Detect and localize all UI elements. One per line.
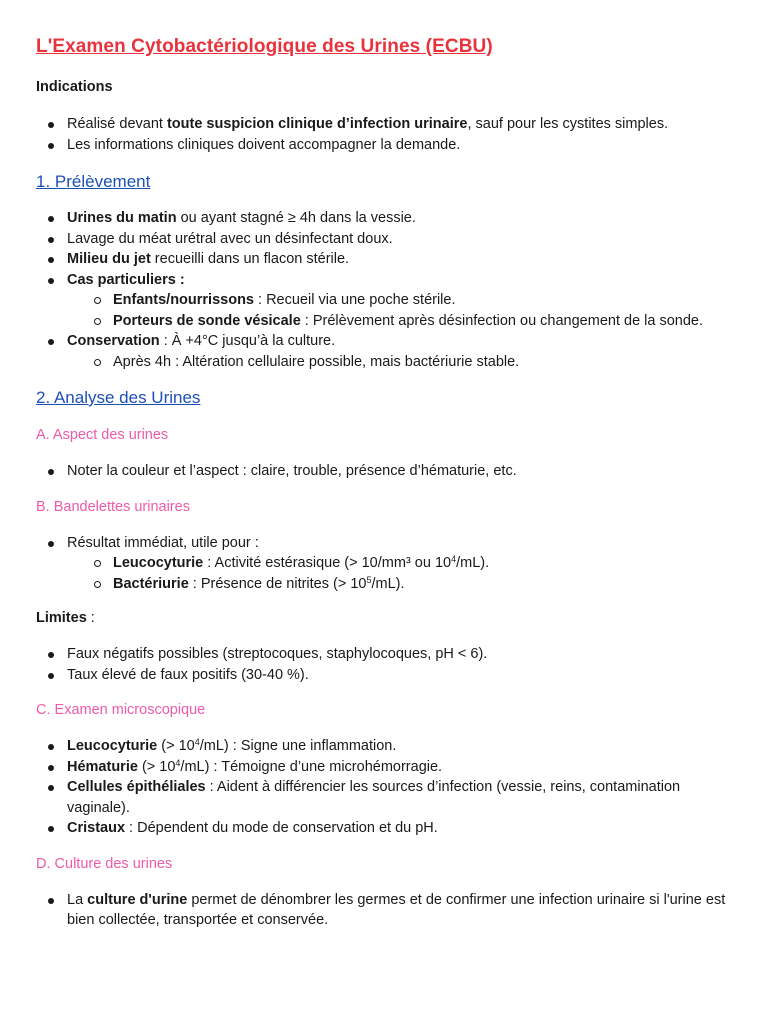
list-item bbox=[36, 135, 726, 156]
item-bold-text: Leucocyturie bbox=[67, 738, 158, 754]
document-page bbox=[36, 34, 726, 931]
limites-heading bbox=[36, 608, 726, 628]
sub-list-item bbox=[90, 290, 726, 311]
sub-list-item bbox=[90, 352, 726, 373]
item-text: Taux élevé de faux positifs (30-40 %). bbox=[67, 666, 309, 683]
list-item bbox=[36, 249, 726, 270]
list-item bbox=[36, 818, 726, 839]
item-text: : À +4°C jusqu’à la culture. bbox=[159, 333, 336, 349]
item-bold-text: Hématurie bbox=[67, 758, 138, 775]
list-item bbox=[36, 533, 726, 595]
item-bold-text: Conservation bbox=[67, 333, 160, 349]
prelevement-list bbox=[36, 208, 726, 372]
item-text: Noter la couleur et l’aspect : claire, trouble, présence d’hématurie, etc. bbox=[67, 463, 517, 479]
list-item bbox=[36, 665, 726, 686]
microscopique-list bbox=[36, 736, 726, 839]
item-text: Après 4h : Altération cellulaire possible, mais bactériurie stable. bbox=[113, 353, 520, 370]
item-bold-text: Porteurs de sonde vésicale bbox=[113, 312, 301, 329]
sub-list bbox=[90, 290, 726, 331]
bandelettes-list bbox=[36, 533, 726, 595]
item-bold-text: culture d'urine bbox=[87, 891, 188, 908]
limites-list bbox=[36, 644, 726, 685]
item-text: Résultat immédiat, utile pour : bbox=[67, 534, 259, 551]
item-text: : Présence de nitrites (> 10 bbox=[188, 575, 367, 592]
list-item bbox=[36, 757, 726, 778]
item-text: Lavage du méat urétral avec un désinfectant doux. bbox=[67, 230, 393, 247]
superscript: 4 bbox=[175, 757, 181, 768]
item-bold-text: Cristaux bbox=[67, 820, 126, 836]
aspect-list bbox=[36, 461, 726, 482]
item-text: /mL). bbox=[371, 575, 405, 592]
sub-list-item bbox=[90, 553, 726, 574]
list-item bbox=[36, 890, 726, 931]
list-item bbox=[36, 736, 726, 757]
sub-list bbox=[90, 352, 726, 373]
item-bold-text: Urines du matin bbox=[67, 210, 177, 226]
indications-heading: Indications bbox=[36, 79, 113, 95]
item-text: Faux négatifs possibles (streptocoques, staphylocoques, pH < 6). bbox=[67, 646, 488, 662]
item-bold-text: Enfants/nourrissons bbox=[113, 292, 254, 308]
limites-colon: : bbox=[86, 610, 95, 626]
superscript: 4 bbox=[451, 554, 457, 564]
item-text: : Activité estérasique (> 10/mm³ ou 10 bbox=[203, 555, 452, 571]
item-bold-text: Bactériurie bbox=[113, 575, 189, 592]
list-item bbox=[36, 114, 726, 135]
item-text: recueilli dans un flacon stérile. bbox=[150, 251, 350, 267]
superscript: 5 bbox=[366, 574, 372, 585]
list-item bbox=[36, 208, 726, 229]
item-text: : Aident à différencier les sources d’infection (vessie, reins, contamination vaginale). bbox=[67, 779, 681, 816]
list-item bbox=[36, 461, 726, 482]
item-text: /mL) : Témoigne d’une microhémorragie. bbox=[180, 758, 443, 775]
item-bold-text: Cellules épithéliales bbox=[67, 779, 206, 795]
item-text: Réalisé devant bbox=[67, 116, 167, 132]
list-item bbox=[36, 270, 726, 332]
item-bold-text: Milieu du jet bbox=[67, 251, 151, 267]
item-text: /mL). bbox=[456, 555, 490, 571]
culture-list bbox=[36, 890, 726, 931]
subsection-heading-culture: D. Culture des urines bbox=[36, 855, 173, 872]
sub-list-item bbox=[90, 311, 726, 332]
item-text: Les informations cliniques doivent accompagner la demande. bbox=[67, 136, 461, 153]
item-text: : Recueil via une poche stérile. bbox=[254, 292, 456, 308]
subsection-heading-aspect: A. Aspect des urines bbox=[36, 427, 169, 443]
item-bold-text: Cas particuliers : bbox=[67, 271, 185, 288]
document-title: L'Examen Cytobactériologique des Urines (ECBU) bbox=[36, 36, 493, 57]
list-item bbox=[36, 777, 726, 818]
item-text: La bbox=[67, 891, 88, 908]
sub-list bbox=[90, 553, 726, 594]
item-text: (> 10 bbox=[157, 738, 195, 754]
indications-list bbox=[36, 114, 726, 155]
item-text: (> 10 bbox=[137, 758, 176, 775]
list-item bbox=[36, 331, 726, 372]
item-text: : Prélèvement après désinfection ou changement de la sonde. bbox=[300, 312, 704, 329]
sub-list-item bbox=[90, 574, 726, 595]
limites-bold: Limites bbox=[36, 610, 87, 626]
item-text: /mL) : Signe une inflammation. bbox=[199, 738, 397, 754]
superscript: 4 bbox=[194, 737, 200, 747]
item-text: : Dépendent du mode de conservation et du pH. bbox=[125, 820, 438, 836]
subsection-heading-bandelettes: B. Bandelettes urinaires bbox=[36, 498, 190, 515]
section-heading-prelevement: 1. Prélèvement bbox=[36, 172, 151, 191]
item-bold-text: Leucocyturie bbox=[113, 555, 204, 571]
item-text: permet de dénombrer les germes et de confirmer une infection urinaire si l'urine est bien collectée, transportée et conservée. bbox=[67, 891, 726, 928]
list-item bbox=[36, 229, 726, 250]
list-item bbox=[36, 644, 726, 665]
item-bold-text: toute suspicion clinique d’infection urinaire bbox=[166, 116, 468, 132]
section-heading-analyse: 2. Analyse des Urines bbox=[36, 388, 201, 407]
subsection-heading-microscopique: C. Examen microscopique bbox=[36, 702, 206, 718]
item-text: , sauf pour les cystites simples. bbox=[467, 116, 669, 132]
item-text: ou ayant stagné ≥ 4h dans la vessie. bbox=[176, 210, 416, 226]
